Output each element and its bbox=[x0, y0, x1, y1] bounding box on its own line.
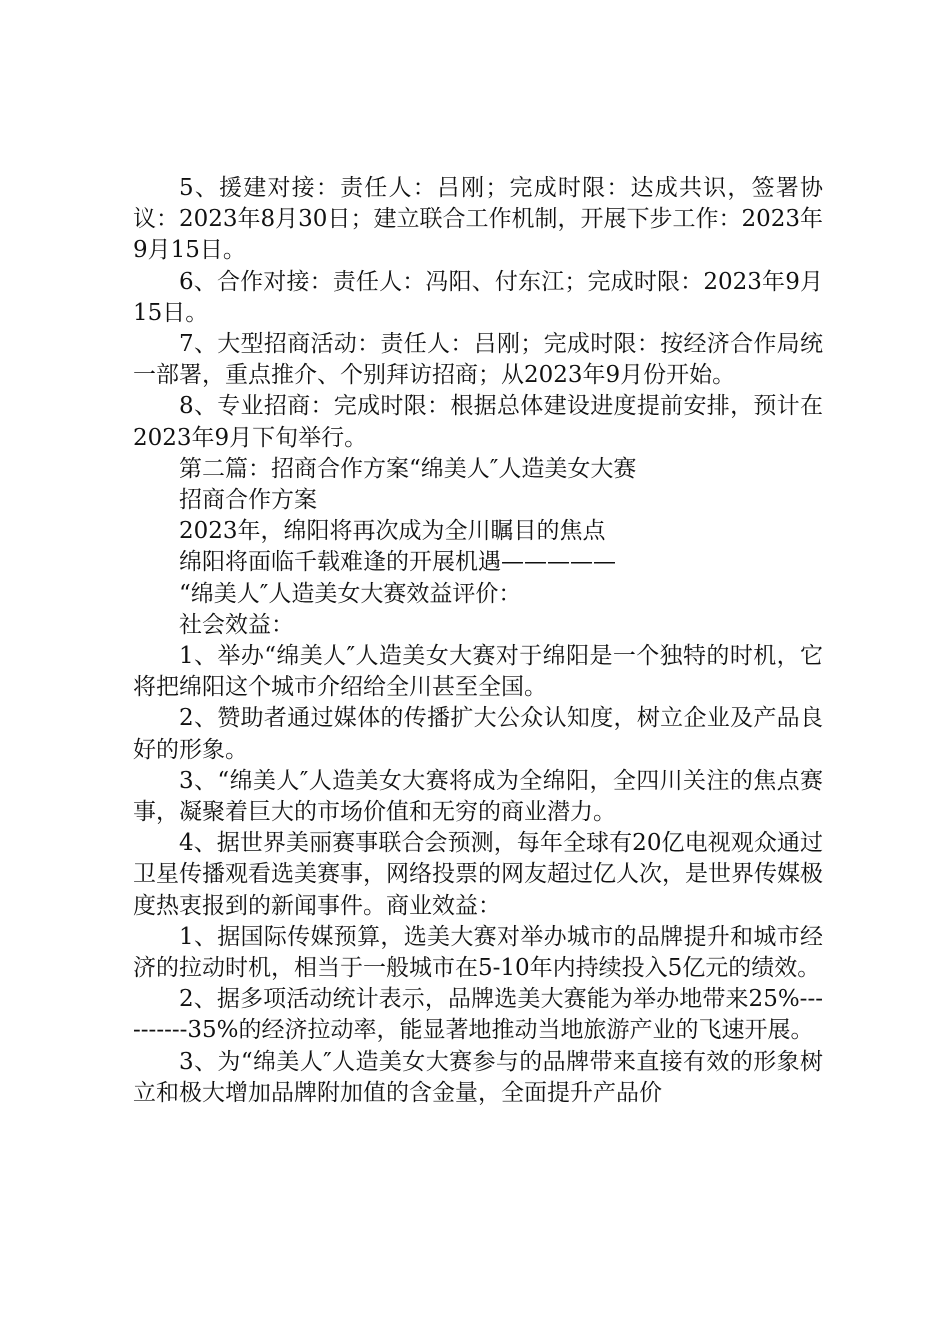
social-benefit-item-4: 4、据世界美丽赛事联合会预测，每年全球有20亿电视观众通过卫星传播观看选美赛事，网络投票的网友超过亿人次，是世界传媒极度热衷报到的新闻事件。商业效益： bbox=[133, 830, 823, 919]
paragraph-item-6-cooperation-docking: 6、合作对接：责任人：冯阳、付东江；完成时限：2023年9月15日。 bbox=[133, 268, 823, 326]
intro-line-focus: 2023年，绵阳将再次成为全川瞩目的焦点 bbox=[179, 518, 606, 545]
commercial-benefit-item-1: 1、据国际传媒预算，选美大赛对举办城市的品牌提升和城市经济的拉动时机，相当于一般城市在5-10年内持续投入5亿元的绩效。 bbox=[133, 923, 823, 982]
social-benefit-item-3: 3、“绵美人″人造美女大赛将成为全绵阳，全四川关注的焦点赛事，凝聚着巨大的市场价值和无穷的商业潜力。 bbox=[133, 767, 823, 826]
benefit-evaluation-heading: “绵美人″人造美女大赛效益评价： bbox=[179, 580, 522, 607]
section-heading-part-two: 第二篇：招商合作方案“绵美人″人造美女大赛 bbox=[179, 455, 637, 482]
section-subheading-plan: 招商合作方案 bbox=[179, 487, 317, 514]
social-benefit-item-2: 2、赞助者通过媒体的传播扩大公众认知度，树立企业及产品良好的形象。 bbox=[133, 705, 823, 763]
commercial-benefit-item-3: 3、为“绵美人″人造美女大赛参与的品牌带来直接有效的形象树立和极大增加品牌附加值的含金量，全面提升产品价 bbox=[133, 1048, 823, 1106]
social-benefit-item-1: 1、举办“绵美人″人造美女大赛对于绵阳是一个独特的时机，它将把绵阳这个城市介绍给全川甚至全国。 bbox=[133, 643, 823, 701]
paragraph-item-7-investment-event: 7、大型招商活动：责任人：吕刚；完成时限：按经济合作局统一部署，重点推介、个别拜访招商；从2023年9月份开始。 bbox=[133, 331, 823, 389]
document-body bbox=[133, 173, 823, 1109]
social-benefit-heading: 社会效益： bbox=[179, 611, 294, 638]
paragraph-item-5-aid-docking: 5、援建对接：责任人：吕刚；完成时限：达成共识，签署协议：2023年8月30日；建立联合工作机制，开展下步工作：2023年9月15日。 bbox=[133, 175, 823, 264]
commercial-benefit-item-2: 2、据多项活动统计表示，品牌选美大赛能为举办地带来25%----------35%的经济拉动率，能显著地推动当地旅游产业的飞速开展。 bbox=[133, 986, 823, 1044]
intro-line-opportunity: 绵阳将面临千载难逢的开展机遇————— bbox=[179, 549, 616, 576]
paragraph-item-8-professional-investment: 8、专业招商：完成时限：根据总体建设进度提前安排，预计在2023年9月下旬举行。 bbox=[133, 393, 823, 451]
